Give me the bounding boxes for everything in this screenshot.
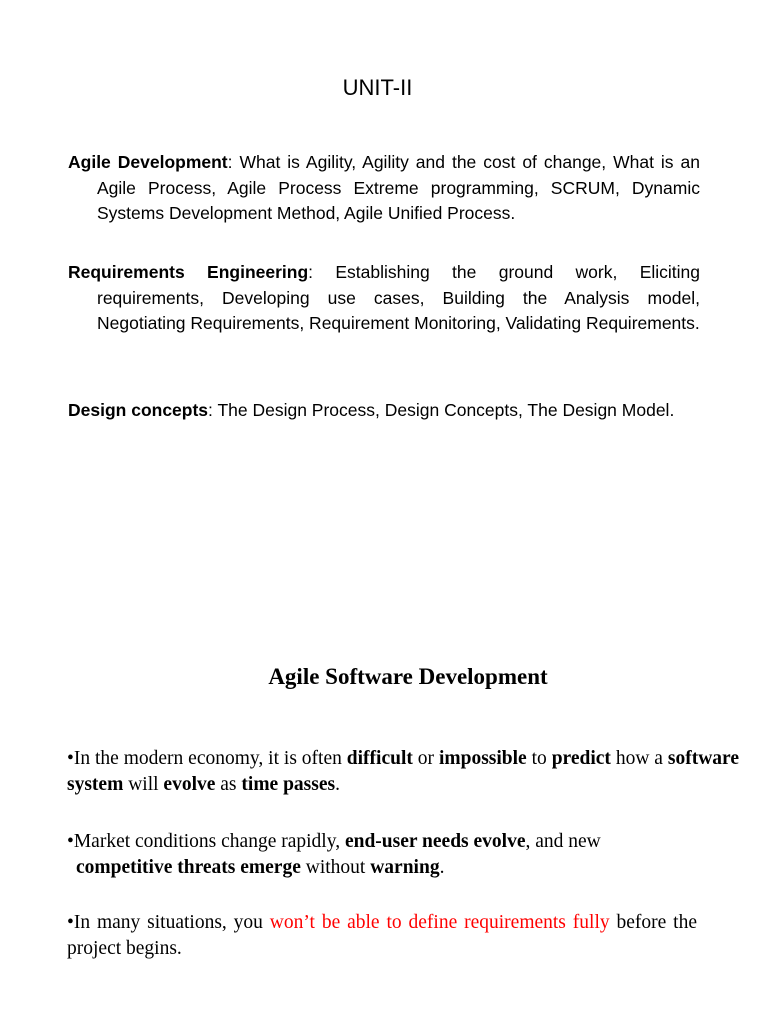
topic-label: Agile Development [68, 152, 228, 172]
bullet-emphasis: end-user needs evolve [344, 831, 526, 852]
bullet-text: to [526, 748, 552, 769]
unit-title: UNIT-II [342, 75, 413, 100]
topic-agile-development [68, 150, 700, 227]
bullet-emphasis: evolve [163, 773, 216, 795]
section-heading: Agile Software Development [268, 664, 548, 689]
bullet-text: •In many situations, you [67, 912, 270, 933]
bullet-text: . [335, 773, 340, 795]
bullet-emphasis: time passes [241, 773, 336, 795]
bullet-text: •In the modern economy, it is often [67, 748, 347, 769]
bullet-text: as [215, 773, 242, 795]
bullet-text: . [439, 856, 445, 878]
bullet-text: will [123, 773, 164, 795]
bullet-emphasis: competitive threats emerge [76, 856, 301, 878]
bullet-text: before the project begins. [67, 912, 697, 959]
bullet-highlight: won’t be able to define requirements fully [269, 912, 610, 933]
topic-requirements-engineering [68, 260, 700, 337]
topic-design-concepts [68, 398, 700, 424]
bullet-point [67, 910, 697, 961]
bullet-continuation [67, 857, 444, 878]
bullet-emphasis: difficult [346, 748, 413, 769]
topic-text: : The Design Process, Design Concepts, The Design Model. [208, 400, 675, 420]
bullet-text: •Market conditions change rapidly, [67, 831, 345, 852]
bullet-text: how a [610, 748, 668, 769]
bullet-emphasis: software system [67, 748, 739, 795]
bullet-point [67, 829, 697, 880]
topic-text: : Establishing the ground work, Eliciting requirements, Developing use cases, Building the Analysis model, Negotiating Requirements, Requirement Monitoring, Validating Requirements. [97, 262, 700, 333]
bullet-emphasis: predict [551, 748, 611, 769]
bullet-emphasis: impossible [438, 748, 527, 769]
bullet-text: , and new [525, 831, 601, 852]
topic-label: Requirements Engineering [68, 262, 309, 282]
bullet-text: without [300, 856, 371, 878]
bullet-text: or [412, 748, 439, 769]
topic-text: : What is Agility, Agility and the cost of change, What is an Agile Process, Agile Process Extreme programming, SCRUM, Dynamic Systems Development Method, Agile Unified Process. [97, 152, 700, 223]
bullet-emphasis: warning [370, 856, 440, 878]
topic-label: Design concepts [68, 400, 209, 420]
bullet-point [67, 746, 739, 797]
